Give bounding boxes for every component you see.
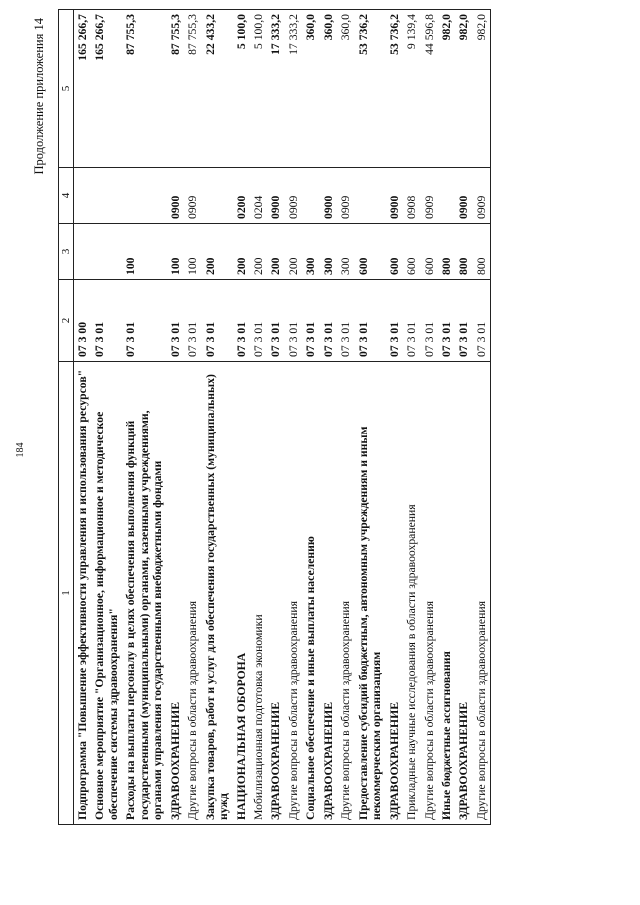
row-section <box>122 168 166 224</box>
row-section <box>302 168 319 224</box>
table-row <box>473 10 491 825</box>
page-number: 184 <box>15 442 26 458</box>
row-expense-type: 600 <box>421 224 438 280</box>
table-row <box>320 10 337 825</box>
row-expense-type: 300 <box>302 224 319 280</box>
row-expense-type <box>91 224 122 280</box>
row-amount: 360,0 <box>337 10 354 168</box>
table-body <box>74 10 491 825</box>
row-section <box>438 168 455 224</box>
row-expense-type: 200 <box>233 224 250 280</box>
table-row <box>421 10 438 825</box>
table-row <box>202 10 233 825</box>
row-expense-type: 200 <box>267 224 284 280</box>
row-name: Мобилизационная подготовка экономики <box>250 362 267 825</box>
row-name: Закупка товаров, работ и услуг для обеспечения государственных (муниципальных) нужд <box>202 362 233 825</box>
row-section <box>91 168 122 224</box>
row-expense-type: 800 <box>473 224 491 280</box>
row-target-article: 07 3 01 <box>421 280 438 362</box>
table-row <box>355 10 386 825</box>
row-section: 0900 <box>386 168 403 224</box>
row-section <box>74 168 92 224</box>
table-row <box>337 10 354 825</box>
row-amount: 165 266,7 <box>74 10 92 168</box>
row-target-article: 07 3 01 <box>438 280 455 362</box>
row-name: Другие вопросы в области здравоохранения <box>285 362 302 825</box>
row-name: ЗДРАВООХРАНЕНИЕ <box>386 362 403 825</box>
row-section: 0908 <box>403 168 420 224</box>
row-amount: 53 736,2 <box>355 10 386 168</box>
row-name: Другие вопросы в области здравоохранения <box>337 362 354 825</box>
row-section: 0909 <box>285 168 302 224</box>
table-row <box>455 10 472 825</box>
row-expense-type: 300 <box>337 224 354 280</box>
row-expense-type <box>74 224 92 280</box>
row-target-article: 07 3 00 <box>74 280 92 362</box>
row-amount: 5 100,0 <box>250 10 267 168</box>
row-name: Иные бюджетные ассигнования <box>438 362 455 825</box>
row-name: НАЦИОНАЛЬНАЯ ОБОРОНА <box>233 362 250 825</box>
row-target-article: 07 3 01 <box>320 280 337 362</box>
row-target-article: 07 3 01 <box>403 280 420 362</box>
row-amount: 360,0 <box>320 10 337 168</box>
row-name: Прикладные научные исследования в области здравоохранения <box>403 362 420 825</box>
row-amount: 17 333,2 <box>267 10 284 168</box>
table-row <box>74 10 92 825</box>
row-expense-type: 200 <box>202 224 233 280</box>
row-target-article: 07 3 01 <box>337 280 354 362</box>
column-header-2: 2 <box>59 280 74 362</box>
row-name: ЗДРАВООХРАНЕНИЕ <box>167 362 184 825</box>
row-name: Подпрограмма "Повышение эффективности управления и использования ресурсов" <box>74 362 92 825</box>
row-target-article: 07 3 01 <box>233 280 250 362</box>
row-section: 0909 <box>473 168 491 224</box>
row-target-article: 07 3 01 <box>202 280 233 362</box>
row-amount: 87 755,3 <box>167 10 184 168</box>
row-amount: 87 755,3 <box>122 10 166 168</box>
row-section: 0900 <box>267 168 284 224</box>
table-row <box>91 10 122 825</box>
row-target-article: 07 3 01 <box>285 280 302 362</box>
row-target-article: 07 3 01 <box>355 280 386 362</box>
row-section <box>355 168 386 224</box>
row-amount: 982,0 <box>455 10 472 168</box>
row-amount: 17 333,2 <box>285 10 302 168</box>
row-amount: 5 100,0 <box>233 10 250 168</box>
row-section: 0900 <box>167 168 184 224</box>
row-name: ЗДРАВООХРАНЕНИЕ <box>267 362 284 825</box>
table-row <box>386 10 403 825</box>
row-section: 0900 <box>320 168 337 224</box>
row-target-article: 07 3 01 <box>122 280 166 362</box>
table-row <box>403 10 420 825</box>
row-target-article: 07 3 01 <box>184 280 201 362</box>
budget-table <box>58 9 491 825</box>
row-target-article: 07 3 01 <box>167 280 184 362</box>
column-header-4: 4 <box>59 168 74 224</box>
row-target-article: 07 3 01 <box>302 280 319 362</box>
row-target-article: 07 3 01 <box>91 280 122 362</box>
table-row <box>250 10 267 825</box>
table-header <box>59 10 74 825</box>
row-expense-type: 800 <box>455 224 472 280</box>
row-amount: 982,0 <box>473 10 491 168</box>
row-amount: 44 596,8 <box>421 10 438 168</box>
row-expense-type: 600 <box>403 224 420 280</box>
row-amount: 9 139,4 <box>403 10 420 168</box>
row-name: Предоставление субсидий бюджетным, автономным учреждениям и иным некоммерческим организациям <box>355 362 386 825</box>
row-section: 0204 <box>250 168 267 224</box>
row-name: Другие вопросы в области здравоохранения <box>421 362 438 825</box>
row-expense-type: 200 <box>285 224 302 280</box>
row-amount: 53 736,2 <box>386 10 403 168</box>
row-target-article: 07 3 01 <box>455 280 472 362</box>
row-expense-type: 300 <box>320 224 337 280</box>
table-row <box>267 10 284 825</box>
row-section: 0200 <box>233 168 250 224</box>
row-section <box>202 168 233 224</box>
row-expense-type: 600 <box>386 224 403 280</box>
row-section: 0909 <box>337 168 354 224</box>
table-row <box>285 10 302 825</box>
row-amount: 165 266,7 <box>91 10 122 168</box>
row-expense-type: 100 <box>167 224 184 280</box>
table-row <box>233 10 250 825</box>
row-section: 0900 <box>455 168 472 224</box>
row-name: Другие вопросы в области здравоохранения <box>184 362 201 825</box>
row-name: ЗДРАВООХРАНЕНИЕ <box>455 362 472 825</box>
row-section: 0909 <box>184 168 201 224</box>
table-row <box>122 10 166 825</box>
row-amount: 22 433,2 <box>202 10 233 168</box>
table-row <box>167 10 184 825</box>
row-name: ЗДРАВООХРАНЕНИЕ <box>320 362 337 825</box>
row-expense-type: 100 <box>184 224 201 280</box>
row-amount: 360,0 <box>302 10 319 168</box>
row-name: Расходы на выплаты персоналу в целях обеспечения выполнения функций государственными (муниципальными) органами, казенными учреждениями, органами управления государственными внебюджетными фондами <box>122 362 166 825</box>
table-row <box>302 10 319 825</box>
row-name: Основное мероприятие "Организационное, информационное и методическое обеспечение системы здравоохранения" <box>91 362 122 825</box>
row-expense-type: 200 <box>250 224 267 280</box>
table-row <box>438 10 455 825</box>
row-amount: 87 755,3 <box>184 10 201 168</box>
row-target-article: 07 3 01 <box>267 280 284 362</box>
row-expense-type: 100 <box>122 224 166 280</box>
row-expense-type: 600 <box>355 224 386 280</box>
row-target-article: 07 3 01 <box>386 280 403 362</box>
row-target-article: 07 3 01 <box>250 280 267 362</box>
row-target-article: 07 3 01 <box>473 280 491 362</box>
row-section: 0909 <box>421 168 438 224</box>
table-row <box>184 10 201 825</box>
row-expense-type: 800 <box>438 224 455 280</box>
column-header-3: 3 <box>59 224 74 280</box>
continuation-header: Продолжение приложения 14 <box>32 18 46 175</box>
row-amount: 982,0 <box>438 10 455 168</box>
row-name: Другие вопросы в области здравоохранения <box>473 362 491 825</box>
row-name: Социальное обеспечение и иные выплаты населению <box>302 362 319 825</box>
column-header-5: 5 <box>59 10 74 168</box>
column-header-1: 1 <box>59 362 74 825</box>
